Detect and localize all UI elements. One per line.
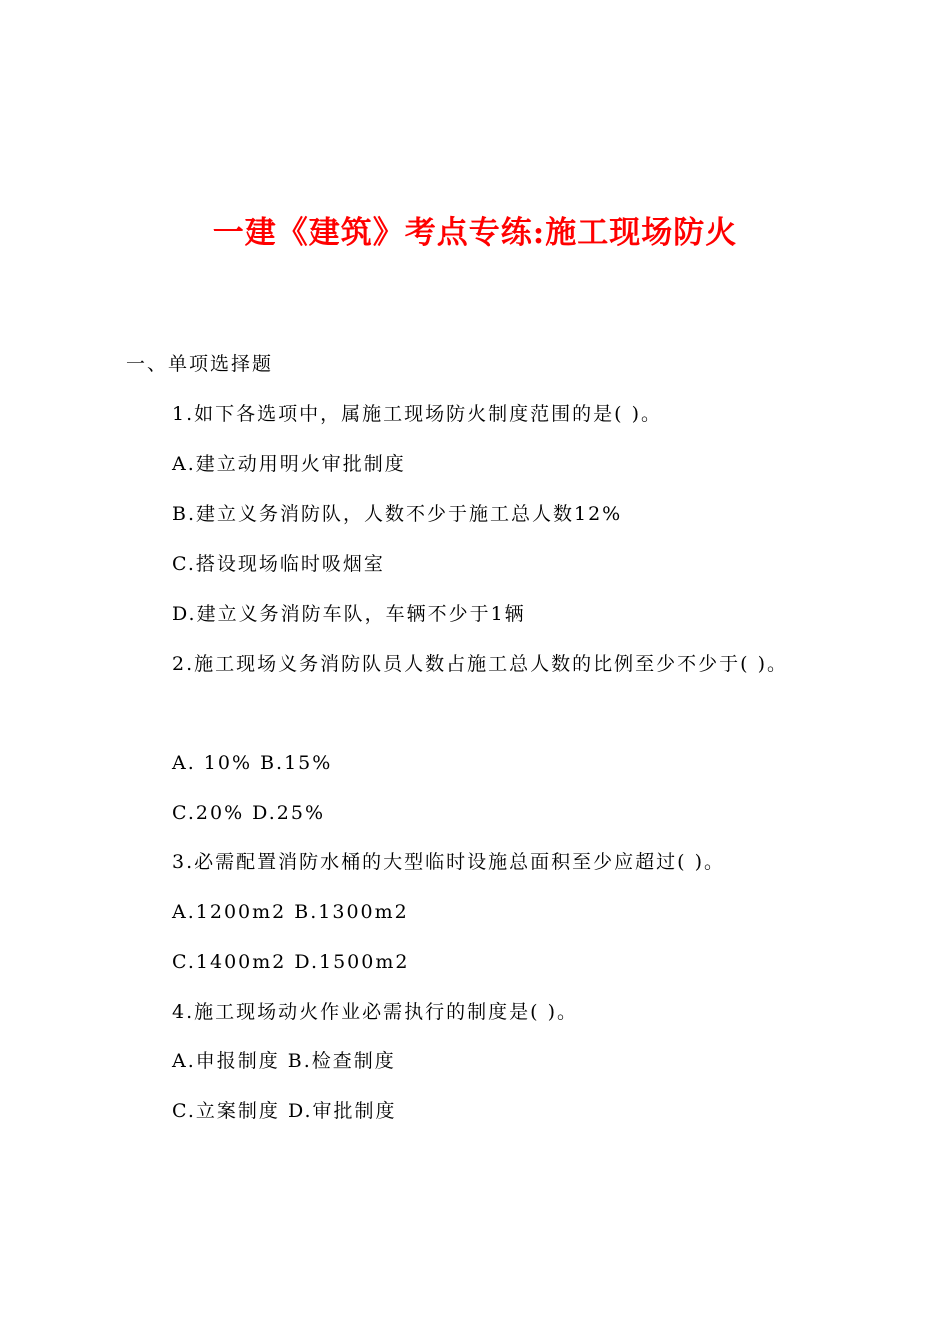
question-2-options-ab: A. 10% B.15% xyxy=(172,752,333,774)
question-4-options-ab: A.申报制度 B.检查制度 xyxy=(172,1050,396,1072)
question-3-options-cd: C.1400m2 D.1500m2 xyxy=(172,951,410,973)
question-1-option-b: B.建立义务消防队，人数不少于施工总人数12% xyxy=(172,503,623,525)
question-3-options-ab: A.1200m2 B.1300m2 xyxy=(172,901,409,923)
question-1-option-a: A.建立动用明火审批制度 xyxy=(172,453,406,475)
section-heading: 一、单项选择题 xyxy=(126,353,274,375)
question-4: 4.施工现场动火作业必需执行的制度是( )。 xyxy=(172,1001,578,1023)
question-1-option-c: C.搭设现场临时吸烟室 xyxy=(172,553,385,575)
question-2-options-cd: C.20% D.25% xyxy=(172,802,325,824)
question-1-option-d: D.建立义务消防车队，车辆不少于1辆 xyxy=(172,603,526,625)
question-2: 2.施工现场义务消防队员人数占施工总人数的比例至少不少于( )。 xyxy=(172,653,788,675)
question-1: 1.如下各选项中，属施工现场防火制度范围的是( )。 xyxy=(172,403,662,425)
document-title: 一建《建筑》考点专练:施工现场防火 xyxy=(212,215,738,251)
question-4-options-cd: C.立案制度 D.审批制度 xyxy=(172,1100,397,1122)
question-3: 3.必需配置消防水桶的大型临时设施总面积至少应超过( )。 xyxy=(172,851,725,873)
